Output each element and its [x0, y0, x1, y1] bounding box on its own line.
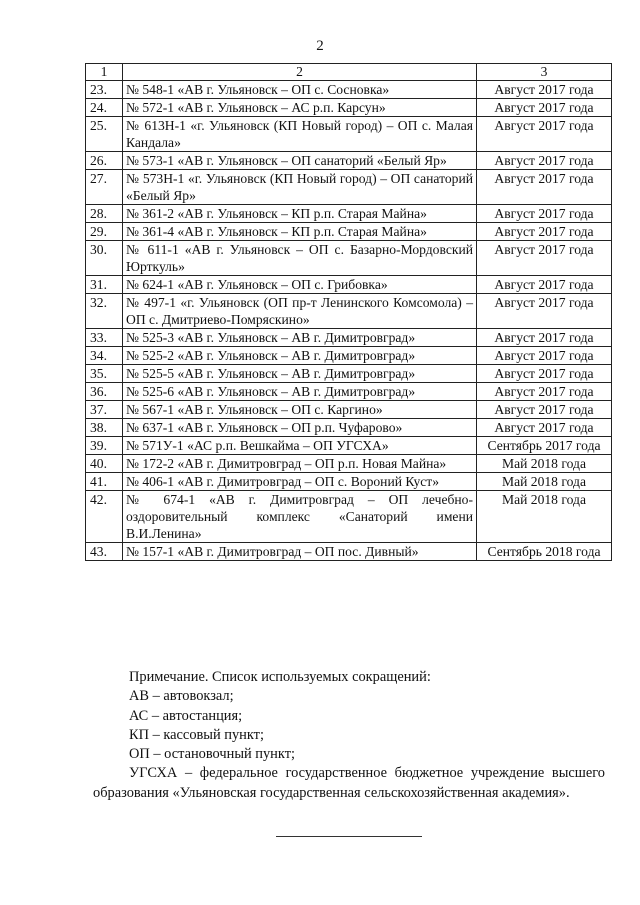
start-date: Май 2018 года	[477, 491, 612, 543]
route-name: № 525-5 «АВ г. Ульяновск – АВ г. Димитровград»	[123, 365, 477, 383]
table-row	[86, 294, 612, 329]
abbreviation-item: КП – кассовый пункт;	[129, 726, 264, 743]
table-row	[86, 543, 612, 561]
table-row	[86, 419, 612, 437]
route-name: № 548-1 «АВ г. Ульяновск – ОП с. Сосновка»	[123, 81, 477, 99]
column-header-date: 3	[477, 64, 612, 81]
route-name: № 571У-1 «АС р.п. Вешкайма – ОП УГСХА»	[123, 437, 477, 455]
route-name: № 567-1 «АВ г. Ульяновск – ОП с. Каргино»	[123, 401, 477, 419]
route-name: № 361-2 «АВ г. Ульяновск – КП р.п. Старая Майна»	[123, 205, 477, 223]
route-name: № 573-1 «АВ г. Ульяновск – ОП санаторий «Белый Яр»	[123, 152, 477, 170]
abbreviation-item: ОП – остановочный пункт;	[129, 746, 295, 763]
table-row	[86, 401, 612, 419]
table-row	[86, 152, 612, 170]
table-row	[86, 117, 612, 152]
route-name: № 525-6 «АВ г. Ульяновск – АВ г. Димитровград»	[123, 383, 477, 401]
row-number: 28.	[86, 205, 123, 223]
row-number: 42.	[86, 491, 123, 543]
start-date: Август 2017 года	[477, 117, 612, 152]
row-number: 39.	[86, 437, 123, 455]
table-row	[86, 383, 612, 401]
row-number: 41.	[86, 473, 123, 491]
table-row	[86, 491, 612, 543]
start-date: Август 2017 года	[477, 99, 612, 117]
row-number: 34.	[86, 347, 123, 365]
column-header-number: 1	[86, 64, 123, 81]
row-number: 24.	[86, 99, 123, 117]
route-name: № 361-4 «АВ г. Ульяновск – КП р.п. Старая Майна»	[123, 223, 477, 241]
row-number: 30.	[86, 241, 123, 276]
row-number: 37.	[86, 401, 123, 419]
abbreviation-item: АВ – автовокзал;	[129, 688, 234, 705]
row-number: 43.	[86, 543, 123, 561]
start-date: Август 2017 года	[477, 294, 612, 329]
start-date: Май 2018 года	[477, 473, 612, 491]
table-row	[86, 170, 612, 205]
start-date: Август 2017 года	[477, 365, 612, 383]
row-number: 33.	[86, 329, 123, 347]
route-name: № 497-1 «г. Ульяновск (ОП пр-т Ленинского Комсомола) – ОП с. Дмитриево-Помряскино»	[123, 294, 477, 329]
table-row	[86, 347, 612, 365]
table-row	[86, 81, 612, 99]
table-header-row	[86, 64, 612, 81]
row-number: 26.	[86, 152, 123, 170]
start-date: Август 2017 года	[477, 383, 612, 401]
table-row	[86, 329, 612, 347]
start-date: Август 2017 года	[477, 205, 612, 223]
route-name: № 525-2 «АВ г. Ульяновск – АВ г. Димитровград»	[123, 347, 477, 365]
route-name: № 573Н-1 «г. Ульяновск (КП Новый город) – ОП санаторий «Белый Яр»	[123, 170, 477, 205]
table-row	[86, 365, 612, 383]
row-number: 23.	[86, 81, 123, 99]
start-date: Май 2018 года	[477, 455, 612, 473]
row-number: 27.	[86, 170, 123, 205]
table-row	[86, 205, 612, 223]
row-number: 25.	[86, 117, 123, 152]
row-number: 31.	[86, 276, 123, 294]
table-row	[86, 276, 612, 294]
route-name: № 637-1 «АВ г. Ульяновск – ОП р.п. Чуфарово»	[123, 419, 477, 437]
row-number: 32.	[86, 294, 123, 329]
table-row	[86, 99, 612, 117]
start-date: Август 2017 года	[477, 170, 612, 205]
route-name: № 172-2 «АВ г. Димитровград – ОП р.п. Новая Майна»	[123, 455, 477, 473]
signoff-divider	[276, 836, 422, 837]
start-date: Август 2017 года	[477, 347, 612, 365]
route-name: № 674-1 «АВ г. Димитровград – ОП лечебно-оздоровительный комплекс «Санаторий имени В.И.Ленина»	[123, 491, 477, 543]
route-name: № 157-1 «АВ г. Димитровград – ОП пос. Дивный»	[123, 543, 477, 561]
row-number: 36.	[86, 383, 123, 401]
route-name: № 572-1 «АВ г. Ульяновск – АС р.п. Карсун»	[123, 99, 477, 117]
route-name: № 613Н-1 «г. Ульяновск (КП Новый город) – ОП с. Малая Кандала»	[123, 117, 477, 152]
abbreviation-item: УГСХА – федеральное государственное бюджетное учреждение высшего образования «Ульяновская государственная сельскохозяйственная академия».	[93, 765, 605, 801]
start-date: Сентябрь 2018 года	[477, 543, 612, 561]
table-row	[86, 455, 612, 473]
row-number: 40.	[86, 455, 123, 473]
route-name: № 624-1 «АВ г. Ульяновск – ОП с. Грибовка»	[123, 276, 477, 294]
row-number: 38.	[86, 419, 123, 437]
route-name: № 525-3 «АВ г. Ульяновск – АВ г. Димитровград»	[123, 329, 477, 347]
start-date: Август 2017 года	[477, 81, 612, 99]
table-row	[86, 437, 612, 455]
route-schedule-table	[85, 63, 612, 561]
table-row	[86, 473, 612, 491]
table-row	[86, 241, 612, 276]
start-date: Август 2017 года	[477, 241, 612, 276]
start-date: Август 2017 года	[477, 152, 612, 170]
row-number: 29.	[86, 223, 123, 241]
page-number: 2	[316, 38, 324, 54]
start-date: Август 2017 года	[477, 329, 612, 347]
abbreviation-item: АС – автостанция;	[129, 707, 243, 724]
route-name: № 611-1 «АВ г. Ульяновск – ОП с. Базарно-Мордовский Юрткуль»	[123, 241, 477, 276]
start-date: Август 2017 года	[477, 276, 612, 294]
column-header-route: 2	[123, 64, 477, 81]
route-name: № 406-1 «АВ г. Димитровград – ОП с. Вороний Куст»	[123, 473, 477, 491]
start-date: Август 2017 года	[477, 419, 612, 437]
start-date: Сентябрь 2017 года	[477, 437, 612, 455]
row-number: 35.	[86, 365, 123, 383]
start-date: Август 2017 года	[477, 401, 612, 419]
start-date: Август 2017 года	[477, 223, 612, 241]
notes-section	[93, 668, 605, 803]
table-row	[86, 223, 612, 241]
notes-intro: Примечание. Список используемых сокращений:	[129, 669, 431, 685]
